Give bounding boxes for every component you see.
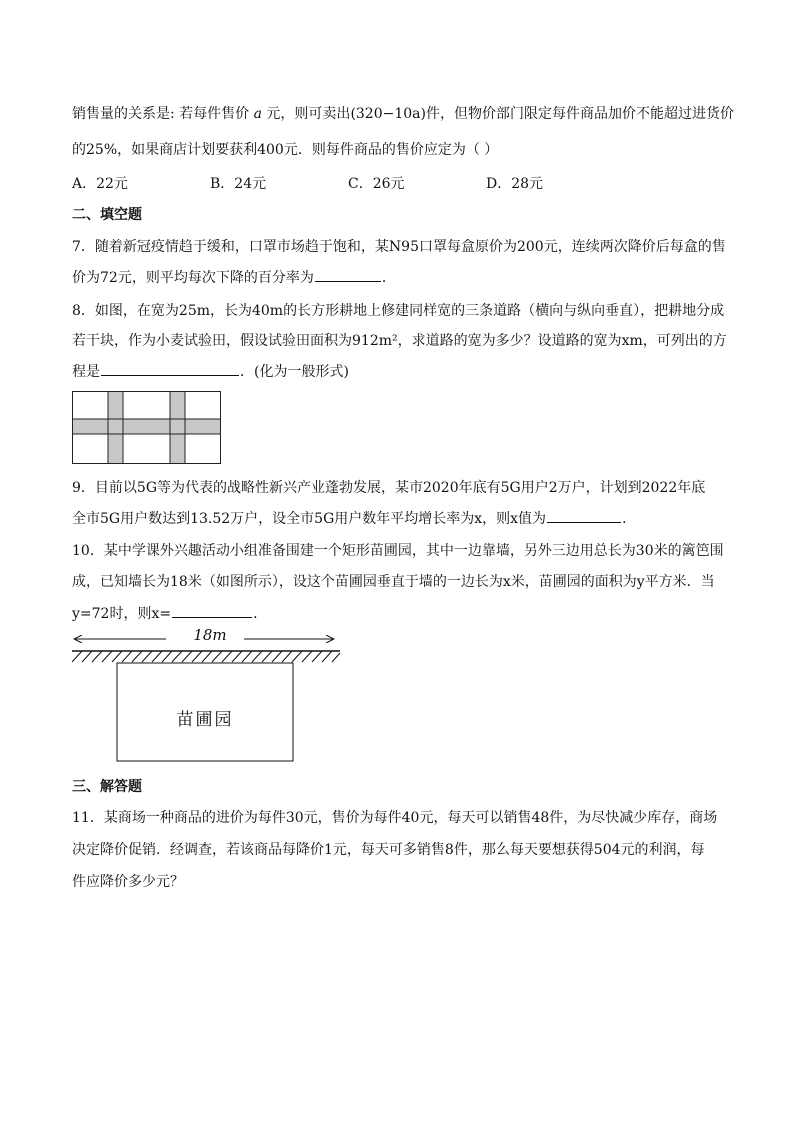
q8-field-diagram <box>72 391 222 465</box>
q7-line-2 <box>72 267 396 288</box>
q7-answer-blank[interactable] <box>315 267 381 282</box>
q6-line-1 <box>72 104 734 124</box>
q9-text: 全市5G用户数达到13.52万户，设全市5G用户数年平均增长率为x，则x值为 <box>72 511 547 527</box>
q6-option-c: C．26元 <box>348 176 405 192</box>
q8-line-1: 8．如图，在宽为25m，长为40m的长方形耕地上修建同样宽的三条道路（横向与纵向垂直），把耕地分成 <box>72 303 725 319</box>
q8-road-vertical-right <box>170 392 185 464</box>
q9-line-1: 9．目前以5G等为代表的战略性新兴产业蓬勃发展，某市2020年底有5G用户2万户，计划到2022年底 <box>72 480 706 496</box>
q10-length-label: 18m <box>193 626 227 644</box>
q10-line-2: 成，已知墙长为18米（如图所示），设这个苗圃园垂直于墙的一边长为x米，苗圃园的面积为y平方米．当 <box>72 574 715 590</box>
q6-option-d: D．28元 <box>486 176 544 192</box>
q9-text: ． <box>622 511 637 527</box>
q6-line-2: 的25%，如果商店计划要获利400元．则每件商品的售价应定为（ ） <box>72 142 499 158</box>
q8-text: ．(化为一般形式) <box>240 364 349 380</box>
q10-line-1: 10．某中学课外兴趣活动小组准备围建一个矩形苗圃园，其中一边靠墙，另外三边用总长为30米的篱笆围 <box>72 543 724 559</box>
q9-answer-blank[interactable] <box>547 508 621 523</box>
q6-var-a: a <box>253 106 262 122</box>
q6-expression: (320−10a) <box>350 106 426 122</box>
q8-text: 程是 <box>72 364 100 380</box>
q10-text: ． <box>253 606 268 622</box>
q7-text: 价为72元，则平均每次下降的百分率为 <box>72 270 314 286</box>
q8-answer-blank[interactable] <box>101 361 239 376</box>
q10-answer-blank[interactable] <box>172 603 252 618</box>
q9-line-2 <box>72 508 636 529</box>
section-heading-fill-blank: 二、填空题 <box>72 207 142 223</box>
section-heading-solve: 三、解答题 <box>72 779 142 795</box>
q6-option-b: B．24元 <box>210 176 267 192</box>
q10-garden-label: 苗圃园 <box>176 710 234 730</box>
q6-text: 元，则可卖出 <box>261 106 351 122</box>
q8-road-horizontal <box>73 419 221 434</box>
q7-line-1: 7．随着新冠疫情趋于缓和，口罩市场趋于饱和，某N95口罩每盒原价为200元，连续两次降价后每盒的售 <box>72 239 726 255</box>
q8-line-2: 若干块，作为小麦试验田，假设试验田面积为912m²，求道路的宽为多少？设道路的宽为xm，可列出的方 <box>72 333 727 349</box>
q6-option-a: A．22元 <box>72 176 128 192</box>
q11-line-2: 决定降价促销．经调查，若该商品每降价1元，每天可多销售8件，那么每天要想获得504元的利润，每 <box>72 842 705 858</box>
q6-text: 销售量的关系是: 若每件售价 <box>72 106 254 122</box>
q10-line-3 <box>72 603 267 624</box>
q8-road-vertical-left <box>108 392 123 464</box>
q10-wall-hatching <box>72 651 340 662</box>
q8-line-3 <box>72 361 349 382</box>
q6-options <box>72 174 624 194</box>
q11-line-1: 11．某商场一种商品的进价为每件30元，售价为每件40元，每天可以销售48件，为尽快减少库存，商场 <box>72 810 718 826</box>
q6-text: 件，但物价部门限定每件商品加价不能超过进货价 <box>425 106 734 122</box>
q10-text: y=72时，则x= <box>72 606 172 622</box>
q7-text: ． <box>381 270 396 286</box>
q11-line-3: 件应降价多少元？ <box>72 874 184 890</box>
